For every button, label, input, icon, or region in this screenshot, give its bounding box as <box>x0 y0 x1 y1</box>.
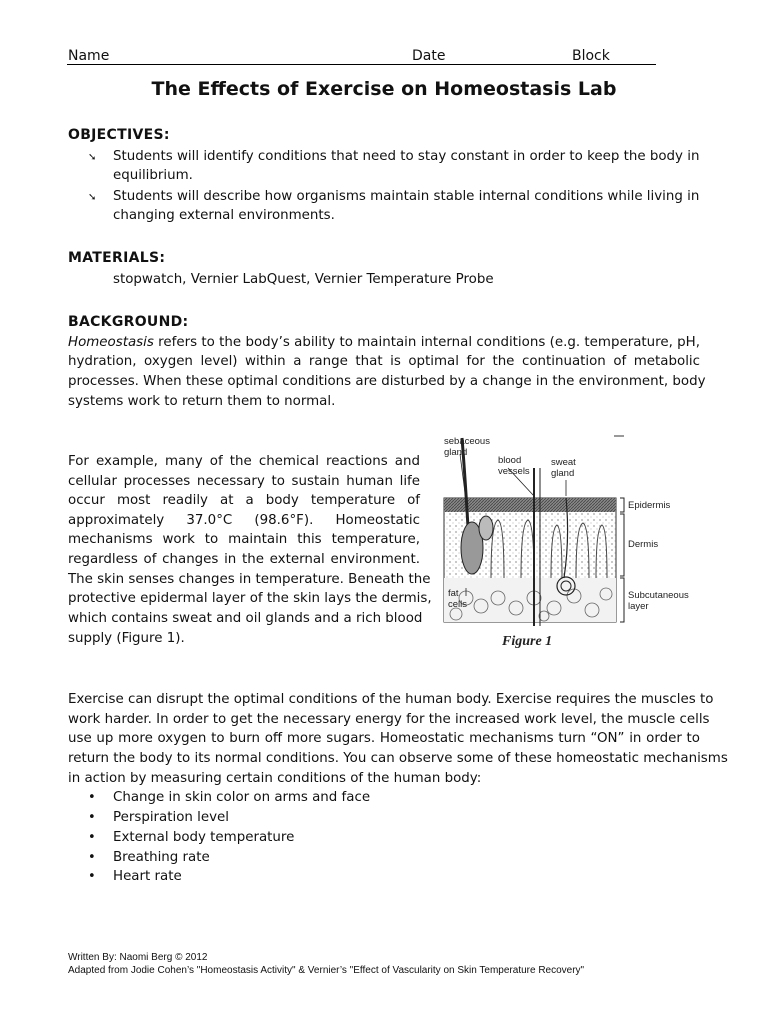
name-label: Name <box>68 48 110 64</box>
label-dermis: Dermis <box>628 539 659 550</box>
label-fat-1: fat <box>448 588 459 599</box>
date-label: Date <box>412 48 446 64</box>
skin-cross-section-figure <box>436 428 716 653</box>
page-title: The Effects of Exercise on Homeostasis Lab <box>151 78 617 100</box>
sebaceous-gland <box>479 516 493 540</box>
bullet-dot: • <box>88 810 96 825</box>
label-sweat-1: sweat <box>551 457 576 468</box>
epidermis-layer <box>444 498 616 512</box>
list-item: Perspiration level <box>113 810 229 825</box>
label-sebaceous-2: gland <box>444 447 468 458</box>
p2-line-1: For example, many of the chemical reactions and <box>68 454 420 469</box>
p2-line-6: regardless of changes in the external environment. <box>68 552 420 567</box>
p2-line-10: supply (Figure 1). <box>68 631 185 646</box>
p3-line-3: use up more oxygen to burn off more sugars. Homeostatic mechanisms turn “ON” in order to <box>68 731 700 746</box>
p2-line-2: cellular processes necessary to sustain human life <box>68 474 420 489</box>
background-p1-line-3: processes. When these optimal conditions are disturbed by a change in the environment, body <box>68 374 706 389</box>
objective-2-line-1: Students will describe how organisms maintain stable internal conditions while living in <box>113 189 700 204</box>
objective-1-line-2: equilibrium. <box>113 168 193 183</box>
p3-line-5: in action by measuring certain conditions of the human body: <box>68 771 482 786</box>
list-item: Change in skin color on arms and face <box>113 790 371 805</box>
label-subcutaneous-1: Subcutaneous <box>628 590 689 601</box>
arrow-bullet-icon: ➘ <box>88 192 97 203</box>
block-label: Block <box>572 48 610 64</box>
background-p1-line-1: Homeostasis refers to the body’s ability to maintain internal conditions (e.g. temperature, pH, <box>68 335 700 350</box>
bullet-dot: • <box>88 830 96 845</box>
label-fat-2: cells <box>448 599 468 610</box>
list-item: Heart rate <box>113 869 182 884</box>
bullet-dot: • <box>88 850 96 865</box>
p2-line-5: mechanisms work to maintain this temperature, <box>68 532 420 547</box>
background-p1-line-4: systems work to return them to normal. <box>68 394 336 409</box>
label-subcutaneous-2: layer <box>628 601 649 612</box>
objective-1-line-1: Students will identify conditions that need to stay constant in order to keep the body in <box>113 149 700 164</box>
p2-line-4: approximately 37.0°C (98.6°F). Homeostatic <box>68 513 420 528</box>
objective-2-line-2: changing external environments. <box>113 208 335 223</box>
p2-line-7: The skin senses changes in temperature. Beneath the <box>68 572 431 587</box>
label-sweat-2: gland <box>551 468 575 479</box>
bullet-dot: • <box>88 790 96 805</box>
label-blood-1: blood <box>498 455 522 466</box>
objectives-heading: OBJECTIVES: <box>68 127 170 143</box>
p2-line-8: protective epidermal layer of the skin lays the dermis, <box>68 591 432 606</box>
subcutaneous-layer <box>444 578 616 622</box>
background-p1-line-2: hydration, oxygen level) within a range that is optimal for the continuation of metabolic <box>68 354 700 369</box>
label-epidermis: Epidermis <box>628 500 671 511</box>
p2-line-9: which contains sweat and oil glands and a rich blood <box>68 611 423 626</box>
list-item: External body temperature <box>113 830 295 845</box>
background-heading: BACKGROUND: <box>68 314 189 330</box>
homeostasis-term: Homeostasis <box>68 335 154 350</box>
materials-list: stopwatch, Vernier LabQuest, Vernier Temperature Probe <box>113 272 494 287</box>
footer-attribution: Adapted from Jodie Cohen’s "Homeostasis Activity" & Vernier’s "Effect of Vascularity on Skin Temperature Recovery" <box>68 965 585 976</box>
bullet-dot: • <box>88 869 96 884</box>
list-item: Breathing rate <box>113 850 210 865</box>
figure-caption: Figure 1 <box>502 634 553 649</box>
p2-line-3: occur most readily at a body temperature of <box>68 493 420 508</box>
label-sebaceous-1: sebaceous <box>444 436 490 447</box>
materials-heading: MATERIALS: <box>68 250 166 266</box>
p3-line-1: Exercise can disrupt the optimal conditions of the human body. Exercise requires the muscles to <box>68 692 714 707</box>
header-underline <box>67 64 656 65</box>
p3-line-2: work harder. In order to get the necessary energy for the increased work level, the muscle cells <box>68 712 710 727</box>
label-blood-2: vessels <box>498 466 530 477</box>
footer-author: Written By: Naomi Berg © 2012 <box>68 952 208 963</box>
arrow-bullet-icon: ➘ <box>88 152 97 163</box>
p3-line-4: return the body to its normal conditions. You can observe some of these homeostatic mechanisms <box>68 751 728 766</box>
